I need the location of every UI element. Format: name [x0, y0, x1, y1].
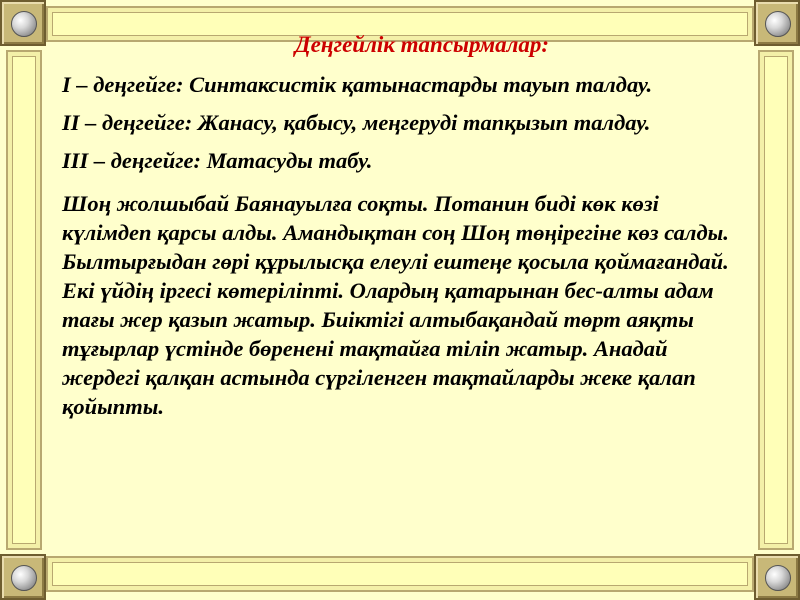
corner-knob-icon — [11, 565, 37, 591]
corner-top-left — [0, 0, 46, 46]
corner-bottom-left — [0, 554, 46, 600]
level-3-task: ІІІ – деңгейге: Матасуды табу. — [62, 148, 373, 173]
level-2-task: ІІ – деңгейге: Жанасу, қабысу, меңгеруді тапқызып талдау. — [62, 110, 651, 135]
corner-knob-icon — [11, 11, 37, 37]
frame-left — [6, 50, 42, 550]
corner-knob-icon — [765, 11, 791, 37]
frame-right — [758, 50, 794, 550]
frame-bottom — [46, 556, 754, 592]
corner-bottom-right — [754, 554, 800, 600]
level-1-task: І – деңгейге: Синтаксистік қатынастарды тауып талдау. — [62, 72, 653, 97]
corner-knob-icon — [765, 565, 791, 591]
slide-content — [62, 32, 742, 430]
corner-top-right — [754, 0, 800, 46]
slide-title: Деңгейлік тапсырмалар: — [294, 32, 550, 57]
exercise-text: Шоң жолшыбай Баянауылға соқты. Потанин биді көк көзі күлімдеп қарсы алды. Амандықтан соң Шоң төңірегіне көз салды. Былтырғыдан гөрі құрылысқа елеулі ештеңе қосыла қоймағандай. Екі үйдің іргесі көтеріліпті. Олардың қатарынан бес-алты адам тағы жер қазып жатыр. Биіктігі алтыбақандай төрт аяқты тұғырлар үстінде бөренені тақтайға тіліп жатыр. Анадай жердегі қалқан астында сүргіленген тақтайларды жеке қалап қойыпты. — [62, 191, 729, 419]
